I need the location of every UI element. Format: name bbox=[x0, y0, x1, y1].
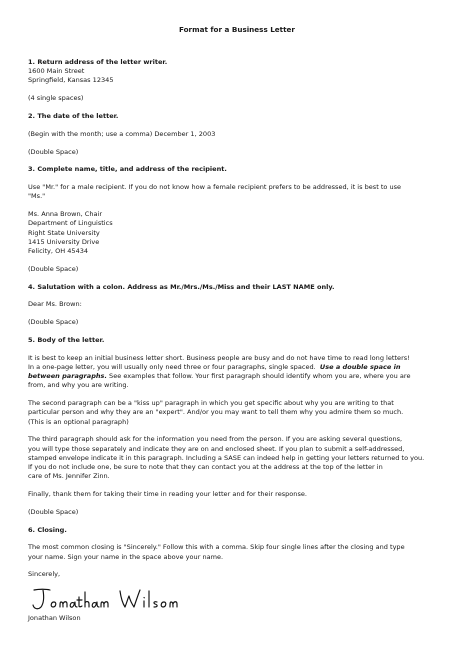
body-paragraph-3-line-5: care of Ms. Jennifer Zinn. bbox=[28, 472, 110, 481]
section-3-heading: 3. Complete name, title, and address of the recipient. bbox=[28, 165, 227, 174]
page-title: Format for a Business Letter bbox=[179, 25, 295, 34]
recipient-address-line-1: Ms. Anna Brown, Chair bbox=[28, 210, 103, 219]
spacing-note: (Double Space) bbox=[28, 318, 79, 327]
closing-instruction-line-1: The most common closing is "Sincerely." Follow this with a comma. Skip four single lines after the closing and type bbox=[28, 543, 405, 552]
recipient-address-line-2: Department of Linguistics bbox=[28, 219, 113, 228]
body-paragraph-2-line-2: particular person and why they are an "expert". And/or you may want to tell them why you admire them so much. bbox=[28, 408, 404, 417]
spacing-note: (Double Space) bbox=[28, 264, 79, 273]
spacing-note: (Double Space) bbox=[28, 147, 79, 156]
salutation-line: Dear Ms. Brown: bbox=[28, 300, 82, 309]
body-paragraph-1-line-1: It is best to keep an initial business letter short. Business people are busy and do not have time to read long letters! bbox=[28, 353, 410, 362]
recipient-address-line-5: Felicity, OH 45434 bbox=[28, 247, 89, 255]
return-address-line-2: Springfield, Kansas 12345 bbox=[28, 76, 114, 85]
closing-word: Sincerely, bbox=[28, 570, 61, 579]
date-line: (Begin with the month; use a comma) December 1, 2003 bbox=[28, 129, 216, 138]
section-1-heading: 1. Return address of the letter writer. bbox=[28, 58, 168, 66]
body-paragraph-3-line-4: If you do not include one, be sure to note that they can contact you at the address at the top of the letter in bbox=[28, 463, 383, 471]
body-paragraph-3-line-2: you will type those separately and indicate they are on and enclosed sheet. If you plan to submit a self-addressed, bbox=[28, 444, 405, 453]
section-6-heading: 6. Closing. bbox=[28, 525, 67, 534]
body-paragraph-2-line-3: (This is an optional paragraph) bbox=[28, 417, 129, 426]
recipient-address-line-3: Right State University bbox=[28, 228, 100, 237]
recipient-instruction-line-1: Use "Mr." for a male recipient. If you do not know how a female recipient prefers to be addressed, it is best to use bbox=[28, 183, 402, 192]
return-address-line-1: 1600 Main Street bbox=[28, 67, 85, 76]
body-paragraph-2-line-1: The second paragraph can be a "kiss up" paragraph in which you get specific about why you are writing to that bbox=[28, 399, 394, 408]
closing-instruction-line-2: your name. Sign your name in the space above your name. bbox=[28, 552, 224, 561]
body-paragraph-4: Finally, thank them for taking their time in reading your letter and for their response. bbox=[28, 490, 307, 498]
handwritten-signature bbox=[30, 586, 210, 612]
body-paragraph-1-line-2: In a one-page letter, you will usually only need three or four paragraphs, single spaced. Use a double space in bbox=[28, 362, 401, 371]
letter-content bbox=[28, 58, 450, 623]
double-space-emphasis: Use a double space in bbox=[319, 362, 401, 371]
section-2-heading: 2. The date of the letter. bbox=[28, 112, 119, 120]
body-paragraph-1-line-3: between paragraphs. See examples that follow. Your first paragraph should identify whom you are, where you are bbox=[28, 372, 411, 381]
spacing-note: (4 single spaces) bbox=[28, 94, 84, 103]
body-paragraph-3-line-3: stamped envelope indicate it in this paragraph. Including a SASE can indeed help in getting your letters returned to you. bbox=[28, 453, 425, 462]
double-space-emphasis-cont: between paragraphs. bbox=[28, 372, 107, 381]
spacing-note: (Double Space) bbox=[28, 507, 79, 516]
body-paragraph-3-line-1: The third paragraph should ask for the information you need from the person. If you are asking several questions, bbox=[28, 435, 403, 444]
section-4-heading: 4. Salutation with a colon. Address as Mr./Mrs./Ms./Miss and their LAST NAME only. bbox=[28, 282, 335, 291]
body-paragraph-1-line-4: from, and why you are writing. bbox=[28, 381, 129, 390]
signer-name: Jonathan Wilson bbox=[28, 613, 81, 622]
recipient-address-line-4: 1415 University Drive bbox=[28, 237, 100, 246]
recipient-instruction-line-2: "Ms." bbox=[28, 192, 46, 201]
section-5-heading: 5. Body of the letter. bbox=[28, 335, 105, 344]
